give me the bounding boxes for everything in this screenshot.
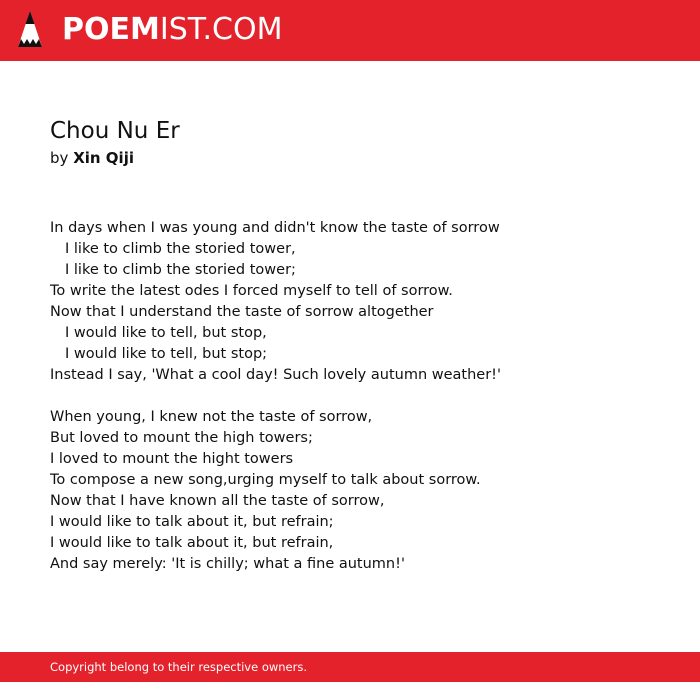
poem-line: And say merely: 'It is chilly; what a fine autumn!' [50, 556, 405, 572]
poem-line: When young, I knew not the taste of sorrow, [50, 409, 373, 425]
poem-line: I would like to tell, but stop; [65, 346, 268, 362]
poem-line: To write the latest odes I forced myself to tell of sorrow. [50, 283, 453, 299]
poem-line: I would like to talk about it, but refrain, [50, 535, 334, 551]
logo-light-text: IST.COM [159, 12, 283, 47]
poem-byline [50, 146, 670, 170]
poem-line: But loved to mount the high towers; [50, 430, 313, 446]
poem-body [50, 218, 670, 575]
poem-line: Instead I say, 'What a cool day! Such lovely autumn weather!' [50, 367, 501, 383]
site-header [0, 0, 700, 61]
pencil-tip-icon[interactable] [17, 10, 43, 52]
poem-stanza [50, 407, 670, 575]
poem-line: Now that I understand the taste of sorrow altogether [50, 304, 434, 320]
by-label: by [50, 149, 69, 167]
logo-bold-text: POEM [62, 12, 160, 47]
poem-content [50, 116, 670, 596]
poem-stanza [50, 218, 670, 386]
site-footer [0, 652, 700, 682]
author-name[interactable]: Xin Qiji [73, 149, 134, 167]
poem-line: In days when I was young and didn't know the taste of sorrow [50, 220, 500, 236]
copyright-text: Copyright belong to their respective owners. [50, 660, 308, 674]
poem-line: I would like to talk about it, but refrain; [50, 514, 334, 530]
poem-line: I like to climb the storied tower; [65, 262, 296, 278]
poem-line: Now that I have known all the taste of sorrow, [50, 493, 385, 509]
poem-line: I loved to mount the hight towers [50, 451, 294, 467]
poem-line: I would like to tell, but stop, [65, 325, 267, 341]
poem-line: To compose a new song,urging myself to talk about sorrow. [50, 472, 481, 488]
poem-line: I like to climb the storied tower, [65, 241, 296, 257]
poem-title: Chou Nu Er [50, 118, 180, 144]
site-logo[interactable] [62, 12, 282, 48]
